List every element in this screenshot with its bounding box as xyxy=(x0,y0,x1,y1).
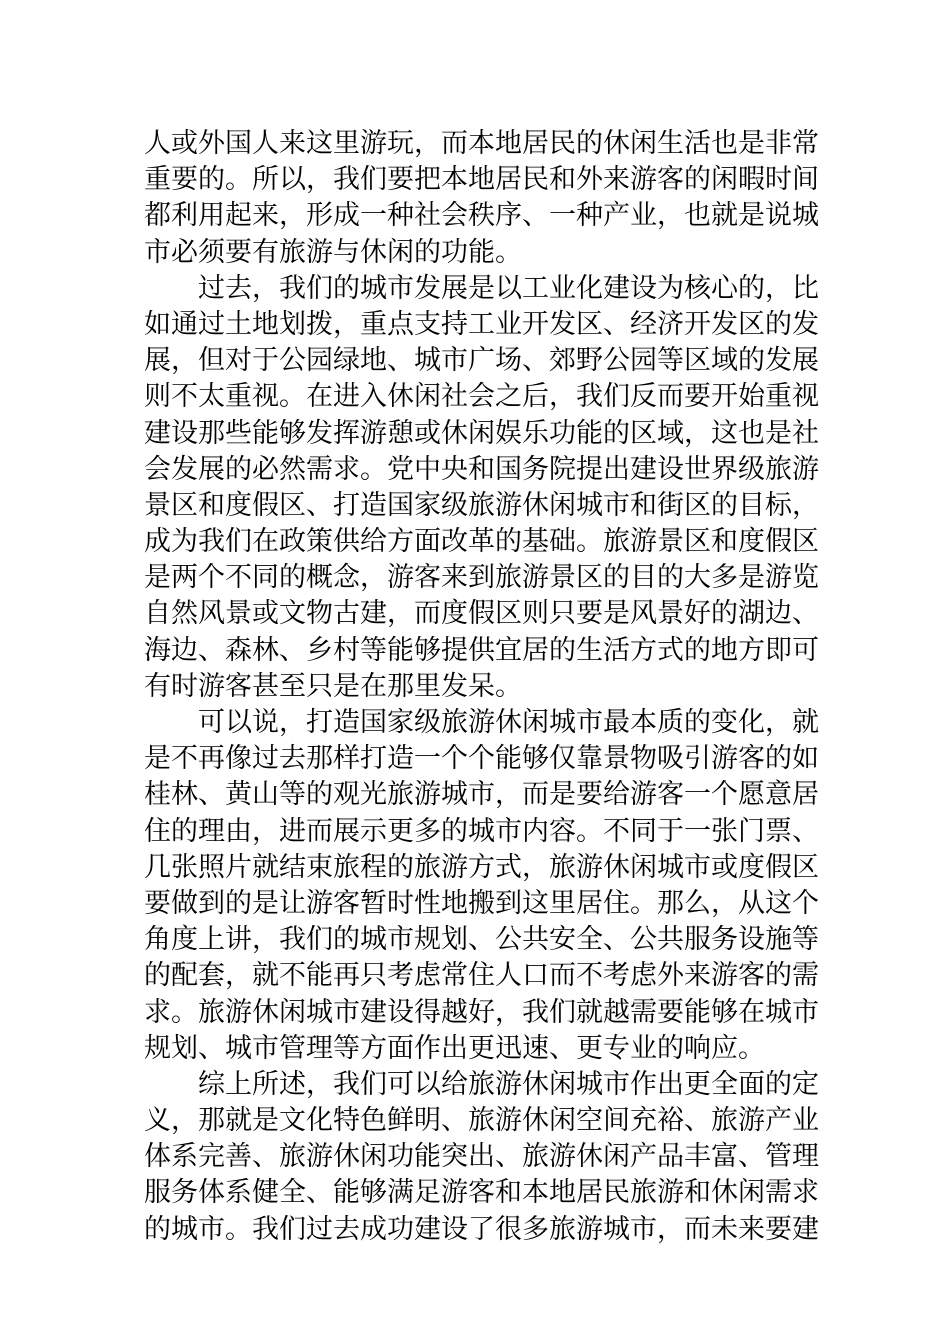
text-line: 海边、森林、乡村等能够提供宜居的生活方式的地方即可 xyxy=(144,634,819,666)
text-line: 市必须要有旅游与休闲的功能。 xyxy=(144,236,522,268)
text-line: 桂林、黄山等的观光旅游城市，而是要给游客一个愿意居 xyxy=(144,779,819,811)
text-line: 服务体系健全、能够满足游客和本地居民旅游和休闲需求 xyxy=(144,1177,819,1209)
text-line: 如通过土地划拨，重点支持工业开发区、经济开发区的发 xyxy=(144,308,819,340)
paragraph-2 xyxy=(144,271,819,705)
text-line: 要做到的是让游客暂时性地搬到这里居住。那么，从这个 xyxy=(144,887,819,919)
text-line: 的城市。我们过去成功建设了很多旅游城市，而未来要建 xyxy=(144,1213,819,1245)
text-line: 过去，我们的城市发展是以工业化建设为核心的，比 xyxy=(198,272,819,304)
paragraph-1 xyxy=(144,126,819,271)
text-line: 体系完善、旅游休闲功能突出、旅游休闲产品丰富、管理 xyxy=(144,1141,819,1173)
text-line: 展，但对于公园绿地、城市广场、郊野公园等区域的发展 xyxy=(144,345,819,377)
text-line: 有时游客甚至只是在那里发呆。 xyxy=(144,670,522,702)
text-line: 可以说，打造国家级旅游休闲城市最本质的变化，就 xyxy=(198,707,819,738)
text-line: 重要的。所以，我们要把本地居民和外来游客的闲暇时间 xyxy=(144,164,819,196)
text-line: 角度上讲，我们的城市规划、公共安全、公共服务设施等 xyxy=(144,924,819,956)
text-line: 成为我们在政策供给方面改革的基础。旅游景区和度假区 xyxy=(144,526,819,558)
text-line: 建设那些能够发挥游憩或休闲娱乐功能的区域，这也是社 xyxy=(144,417,819,449)
paragraph-4 xyxy=(144,1067,819,1248)
text-line: 都利用起来，形成一种社会秩序、一种产业，也就是说城 xyxy=(144,200,819,232)
text-line: 是两个不同的概念，游客来到旅游景区的目的大多是游览 xyxy=(144,562,819,594)
text-line: 自然风景或文物古建，而度假区则只要是风景好的湖边、 xyxy=(144,598,819,630)
text-line: 规划、城市管理等方面作出更迅速、更专业的响应。 xyxy=(144,1032,765,1064)
text-line: 住的理由，进而展示更多的城市内容。不同于一张门票、 xyxy=(144,815,819,847)
text-line: 义，那就是文化特色鲜明、旅游休闲空间充裕、旅游产业 xyxy=(144,1105,819,1137)
paragraph-3 xyxy=(144,705,819,1067)
text-line: 是不再像过去那样打造一个个能够仅靠景物吸引游客的如 xyxy=(144,743,819,775)
text-line: 求。旅游休闲城市建设得越好，我们就越需要能够在城市 xyxy=(144,996,819,1028)
text-line: 几张照片就结束旅程的旅游方式，旅游休闲城市或度假区 xyxy=(144,851,819,883)
text-line: 综上所述，我们可以给旅游休闲城市作出更全面的定 xyxy=(198,1068,819,1100)
text-line: 会发展的必然需求。党中央和国务院提出建设世界级旅游 xyxy=(144,453,819,485)
text-line: 的配套，就不能再只考虑常住人口而不考虑外来游客的需 xyxy=(144,960,819,992)
document-body xyxy=(144,126,819,1248)
text-line: 则不太重视。在进入休闲社会之后，我们反而要开始重视 xyxy=(144,381,819,413)
text-line: 人或外国人来这里游玩，而本地居民的休闲生活也是非常 xyxy=(144,128,819,159)
text-line: 景区和度假区、打造国家级旅游休闲城市和街区的目标， xyxy=(144,489,819,521)
